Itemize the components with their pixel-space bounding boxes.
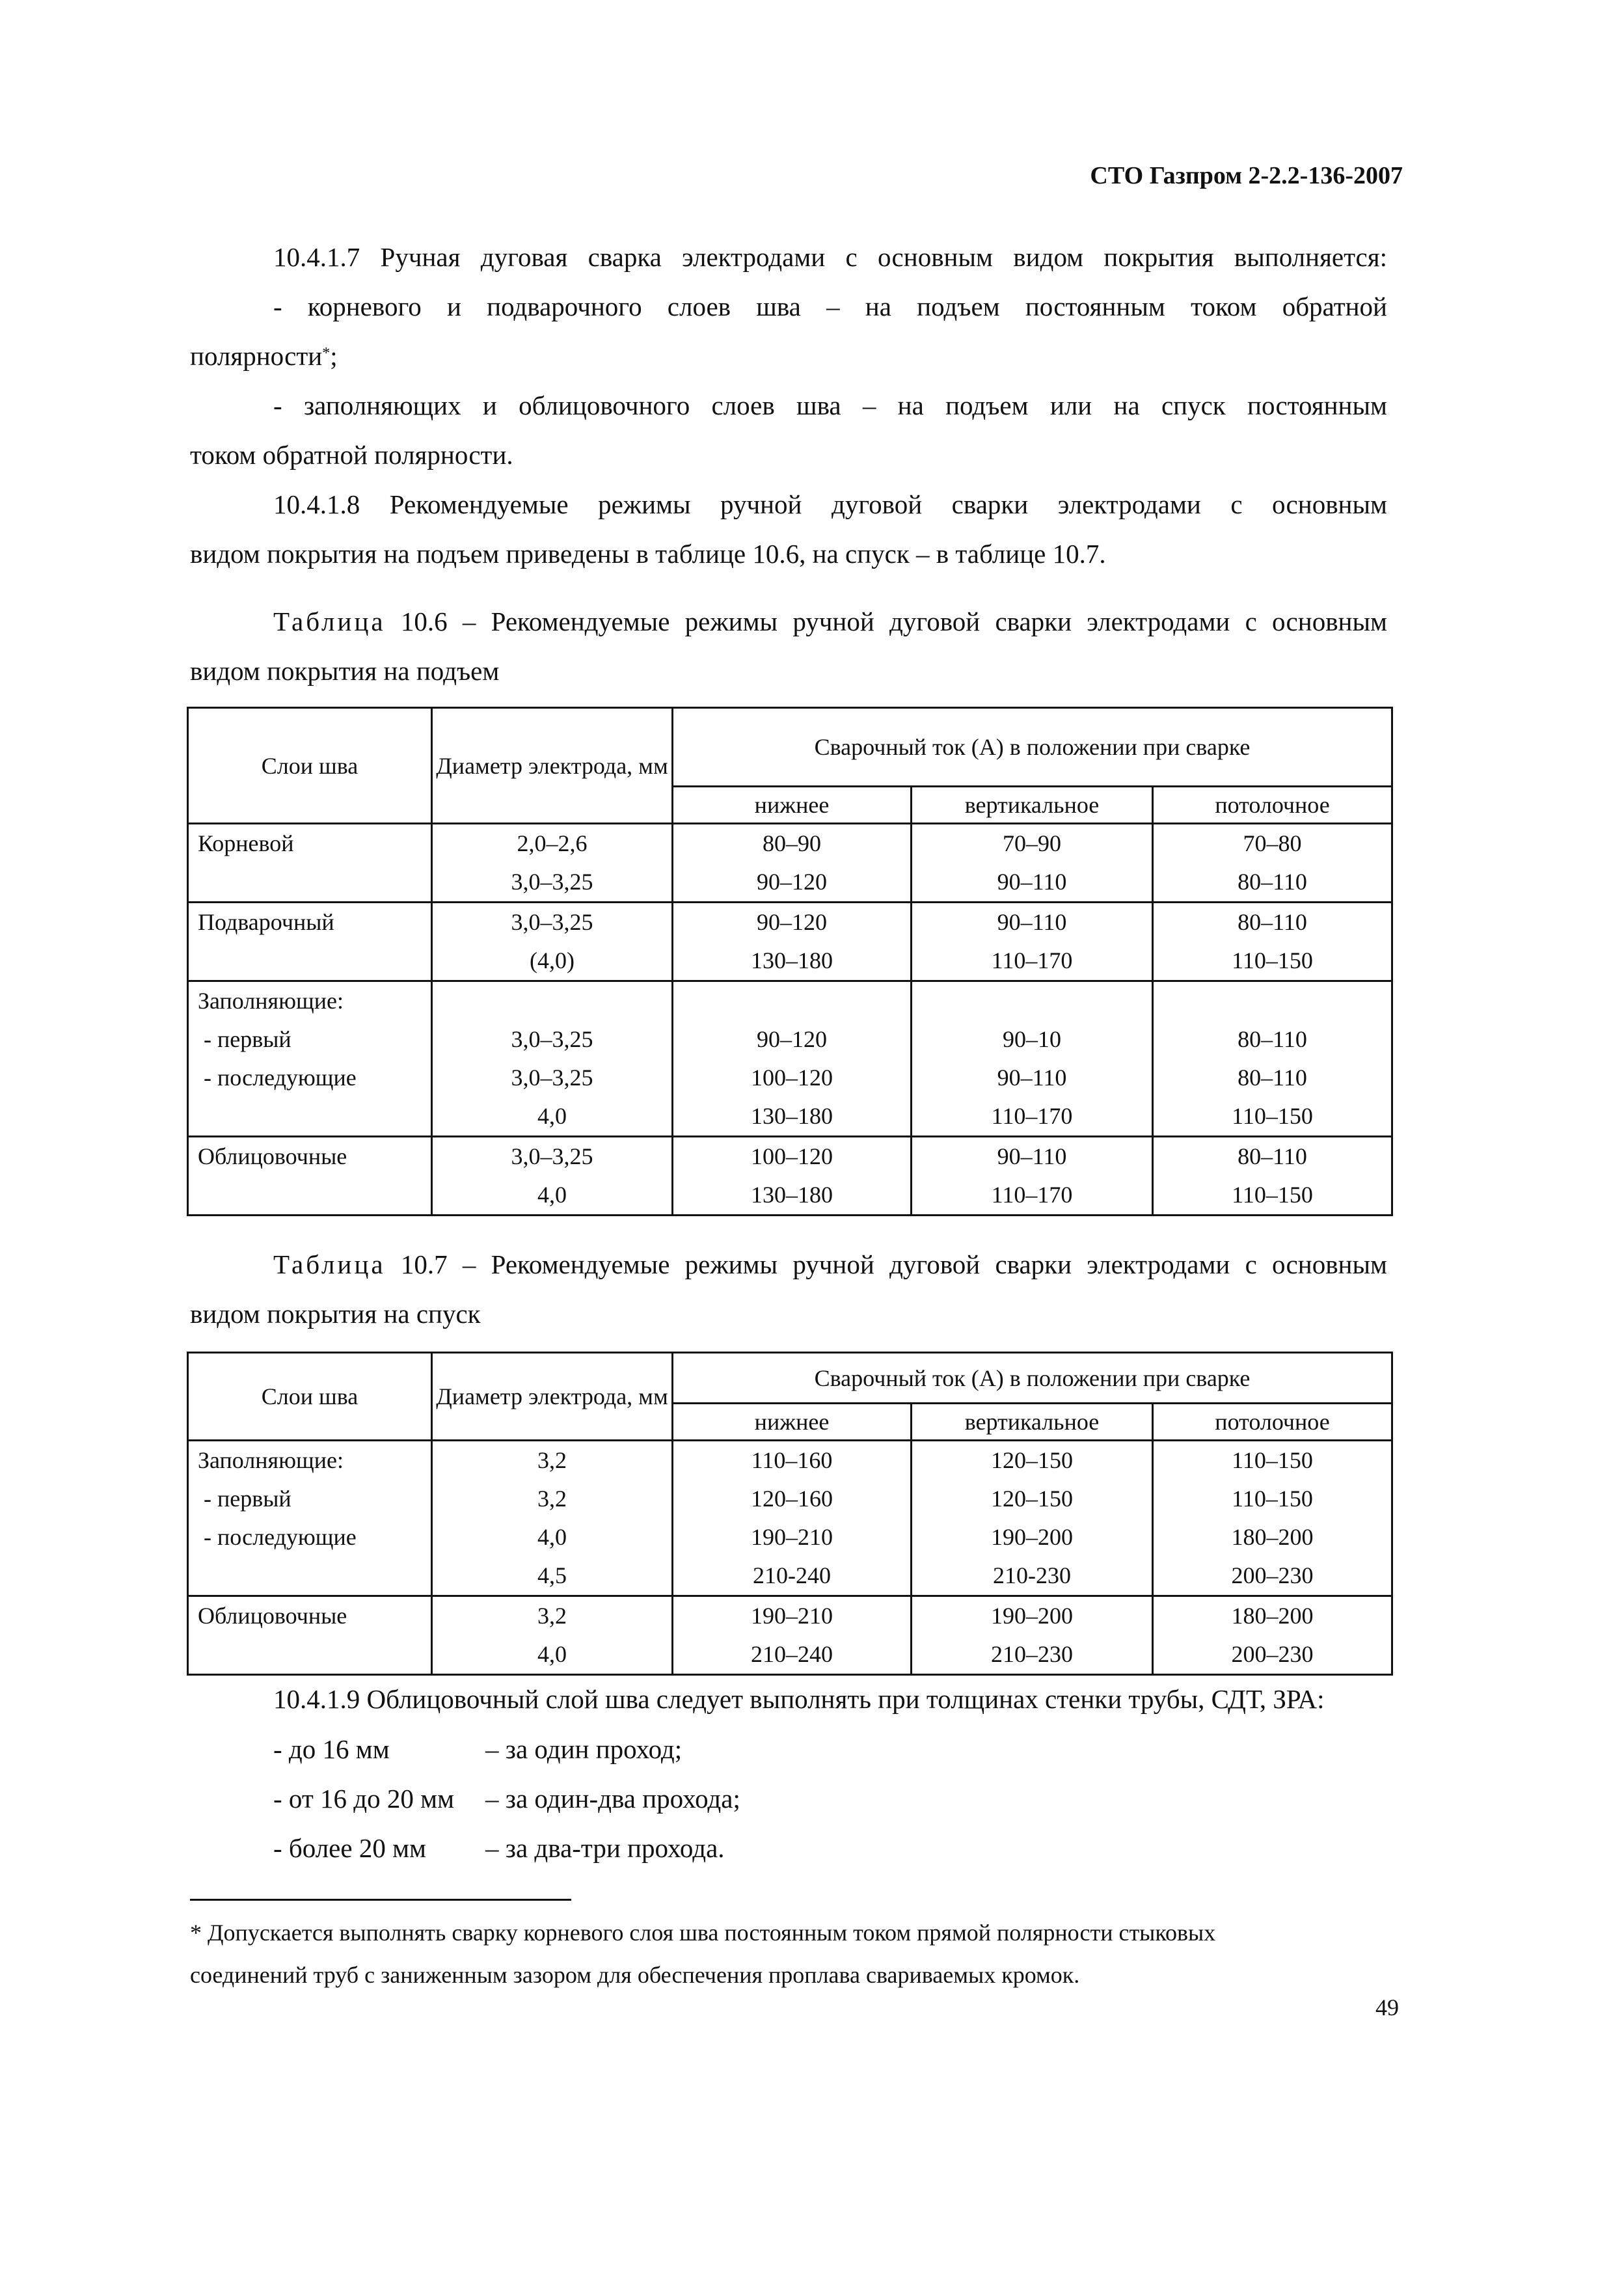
- paragraph-10-4-1-8: 10.4.1.8 Рекомендуемые режимы ручной дуговой сварки электродами с основным: [273, 489, 1387, 519]
- cell-line: 2,0–2,6: [517, 830, 588, 856]
- col-header-vertical: вертикальное: [912, 1404, 1153, 1441]
- footnote-rule: [190, 1899, 571, 1901]
- cell-line: [433, 982, 671, 1020]
- table-10-6-body: [188, 824, 1392, 1216]
- layer-cell: [188, 1596, 432, 1675]
- cell-line: 190–200: [991, 1603, 1073, 1629]
- cell-line: 80–110: [1238, 1026, 1307, 1052]
- cell-line: Заполняющие:: [198, 988, 344, 1014]
- table-10-7-caption: Таблица 10.7 – Рекомендуемые режимы ручной дуговой сварки электродами с основным: [273, 1249, 1387, 1279]
- cell-line: Облицовочные: [198, 1603, 347, 1629]
- cell-line: Облицовочные: [198, 1143, 347, 1169]
- cell-line: 110–170: [991, 1103, 1073, 1129]
- cell-line: - последующие: [198, 1065, 357, 1091]
- cell-line: 4,5: [537, 1562, 567, 1588]
- table-10-6-caption-line: видом покрытия на подъем: [190, 656, 500, 686]
- low-current-cell: [673, 1596, 912, 1675]
- table-row: [188, 981, 1392, 1137]
- paragraph-line: - корневого и подварочного слоев шва – на подъем постоянным током обратной: [273, 292, 1387, 321]
- cell-line: 110–150: [1232, 1486, 1313, 1512]
- cell-line: 80–110: [1238, 1065, 1307, 1091]
- cell-line: 4,0: [537, 1641, 567, 1667]
- ceiling-current-cell: [1153, 1441, 1392, 1596]
- cell-line: 190–200: [991, 1524, 1073, 1550]
- col-header-current: Сварочный ток (А) в положении при сварке: [673, 1353, 1392, 1404]
- cell-line: 90–110: [997, 909, 1067, 935]
- cell-line: - первый: [198, 1486, 291, 1512]
- cell-line: 210–230: [991, 1641, 1073, 1667]
- col-header-low: нижнее: [673, 787, 912, 824]
- cell-line: 4,0: [537, 1182, 567, 1208]
- table-row: [188, 1596, 1392, 1675]
- cell-line: [912, 982, 1152, 1020]
- vertical-current-cell: [912, 903, 1153, 981]
- cell-line: 3,0–3,25: [511, 1065, 593, 1091]
- document-header: СТО Газпром 2-2.2-136-2007: [1090, 162, 1403, 189]
- table-row: [188, 903, 1392, 981]
- table-row: [188, 824, 1392, 903]
- paragraph-line: - заполняющих и облицовочного слоев шва – на подъем или на спуск постоянным: [273, 390, 1387, 420]
- cell-line: 110–150: [1232, 1447, 1313, 1473]
- col-header-layers: Слои шва: [188, 708, 432, 824]
- layer-cell: [188, 1137, 432, 1216]
- paragraph-line: видом покрытия на подъем приведены в таблице 10.6, на спуск – в таблице 10.7.: [190, 539, 1106, 569]
- cell-line: 90–110: [997, 1143, 1067, 1169]
- cell-line: 200–230: [1231, 1562, 1314, 1588]
- col-header-ceiling: потолочное: [1153, 1404, 1392, 1441]
- col-header-ceiling: потолочное: [1153, 787, 1392, 824]
- cell-line: 190–210: [751, 1524, 833, 1550]
- cell-line: 130–180: [751, 1182, 833, 1208]
- diameter-cell: [432, 1441, 673, 1596]
- ceiling-current-cell: [1153, 981, 1392, 1137]
- cell-line: 100–120: [751, 1065, 833, 1091]
- table-row: [188, 1441, 1392, 1596]
- low-current-cell: [673, 824, 912, 903]
- cell-line: 3,2: [537, 1603, 567, 1629]
- paragraph-line: током обратной полярности.: [190, 440, 513, 470]
- vertical-current-cell: [912, 981, 1153, 1137]
- ceiling-current-cell: [1153, 1137, 1392, 1216]
- cell-line: 210-240: [753, 1562, 831, 1588]
- low-current-cell: [673, 1137, 912, 1216]
- col-header-diameter: Диаметр электрода, мм: [432, 708, 673, 824]
- list-item: - от 16 до 20 мм – за один-два прохода;: [273, 1784, 740, 1814]
- cell-line: 210-230: [993, 1562, 1071, 1588]
- cell-line: 210–240: [751, 1641, 833, 1667]
- ceiling-current-cell: [1153, 903, 1392, 981]
- cell-line: 180–200: [1231, 1524, 1314, 1550]
- cell-line: 80–110: [1238, 869, 1307, 895]
- cell-line: 100–120: [751, 1143, 833, 1169]
- footnote-mark: *: [322, 345, 331, 362]
- table-10-6: [187, 707, 1393, 1216]
- paragraph-10-4-1-7: 10.4.1.7 Ручная дуговая сварка электродами с основным видом покрытия выполняется:: [273, 242, 1387, 272]
- cell-line: Подварочный: [198, 909, 334, 935]
- cell-line: 4,0: [537, 1103, 567, 1129]
- col-header-low: нижнее: [673, 1404, 912, 1441]
- cell-line: 3,0–3,25: [511, 869, 593, 895]
- paragraph-line: полярности*;: [190, 341, 338, 371]
- diameter-cell: [432, 981, 673, 1137]
- col-header-diameter: Диаметр электрода, мм: [432, 1353, 673, 1441]
- col-header-current: Сварочный ток (А) в положении при сварке: [673, 708, 1392, 787]
- cell-line: 3,0–3,25: [511, 909, 593, 935]
- vertical-current-cell: [912, 1596, 1153, 1675]
- col-header-layers: Слои шва: [188, 1353, 432, 1441]
- footnote-line: * Допускается выполнять сварку корневого слоя шва постоянным током прямой полярности стыковых: [190, 1920, 1216, 1946]
- low-current-cell: [673, 1441, 912, 1596]
- cell-line: 120–150: [991, 1486, 1073, 1512]
- table-10-6-caption: Таблица 10.6 – Рекомендуемые режимы ручной дуговой сварки электродами с основным: [273, 606, 1387, 636]
- diameter-cell: [432, 824, 673, 903]
- table-row: [188, 1137, 1392, 1216]
- cell-line: - последующие: [198, 1524, 357, 1550]
- cell-line: 200–230: [1231, 1641, 1314, 1667]
- paragraph-10-4-1-9: 10.4.1.9 Облицовочный слой шва следует выполнять при толщинах стенки трубы, СДТ, ЗРА:: [273, 1684, 1325, 1714]
- cell-line: 190–210: [751, 1603, 833, 1629]
- vertical-current-cell: [912, 1137, 1153, 1216]
- cell-line: 70–90: [1003, 830, 1061, 856]
- page-number: 49: [1375, 1994, 1399, 2020]
- cell-line: 130–180: [751, 947, 833, 973]
- cell-line: 110–170: [991, 1182, 1073, 1208]
- cell-line: [1154, 982, 1391, 1020]
- cell-line: 3,2: [537, 1486, 567, 1512]
- cell-line: 80–90: [763, 830, 821, 856]
- table-10-7-caption-line: видом покрытия на спуск: [190, 1299, 481, 1329]
- cell-line: 4,0: [537, 1524, 567, 1550]
- cell-line: Заполняющие:: [198, 1447, 344, 1473]
- list-item: - до 16 мм – за один проход;: [273, 1734, 683, 1764]
- vertical-current-cell: [912, 1441, 1153, 1596]
- low-current-cell: [673, 903, 912, 981]
- cell-line: 90–110: [997, 869, 1067, 895]
- low-current-cell: [673, 981, 912, 1137]
- cell-line: 120–160: [751, 1486, 833, 1512]
- cell-line: 3,0–3,25: [511, 1026, 593, 1052]
- cell-line: 80–110: [1238, 1143, 1307, 1169]
- layer-cell: [188, 1441, 432, 1596]
- table-10-7: [187, 1352, 1393, 1676]
- cell-line: 180–200: [1231, 1603, 1314, 1629]
- diameter-cell: [432, 1596, 673, 1675]
- cell-line: 110–150: [1232, 1103, 1313, 1129]
- ceiling-current-cell: [1153, 1596, 1392, 1675]
- col-header-vertical: вертикальное: [912, 787, 1153, 824]
- cell-line: 70–80: [1243, 830, 1302, 856]
- layer-cell: [188, 903, 432, 981]
- ceiling-current-cell: [1153, 824, 1392, 903]
- cell-line: (4,0): [530, 947, 575, 973]
- cell-line: 3,0–3,25: [511, 1143, 593, 1169]
- cell-line: 80–110: [1238, 909, 1307, 935]
- cell-line: 110–170: [991, 947, 1073, 973]
- cell-line: 110–150: [1232, 947, 1313, 973]
- cell-line: Корневой: [198, 830, 294, 856]
- cell-line: - первый: [198, 1026, 291, 1052]
- list-item: - более 20 мм – за два-три прохода.: [273, 1833, 725, 1863]
- table-10-7-body: [188, 1441, 1392, 1675]
- cell-line: 110–150: [1232, 1182, 1313, 1208]
- footnote-line: соединений труб с заниженным зазором для обеспечения проплава свариваемых кромок.: [190, 1962, 1080, 1988]
- diameter-cell: [432, 1137, 673, 1216]
- layer-cell: [188, 824, 432, 903]
- cell-line: 110–160: [751, 1447, 833, 1473]
- cell-line: 3,2: [537, 1447, 567, 1473]
- cell-line: 130–180: [751, 1103, 833, 1129]
- cell-line: 90–120: [757, 1026, 827, 1052]
- cell-line: 120–150: [991, 1447, 1073, 1473]
- cell-line: [673, 982, 910, 1020]
- cell-line: 90–110: [997, 1065, 1067, 1091]
- cell-line: 90–10: [1003, 1026, 1061, 1052]
- layer-cell: [188, 981, 432, 1137]
- diameter-cell: [432, 903, 673, 981]
- vertical-current-cell: [912, 824, 1153, 903]
- cell-line: 90–120: [757, 869, 827, 895]
- cell-line: 90–120: [757, 909, 827, 935]
